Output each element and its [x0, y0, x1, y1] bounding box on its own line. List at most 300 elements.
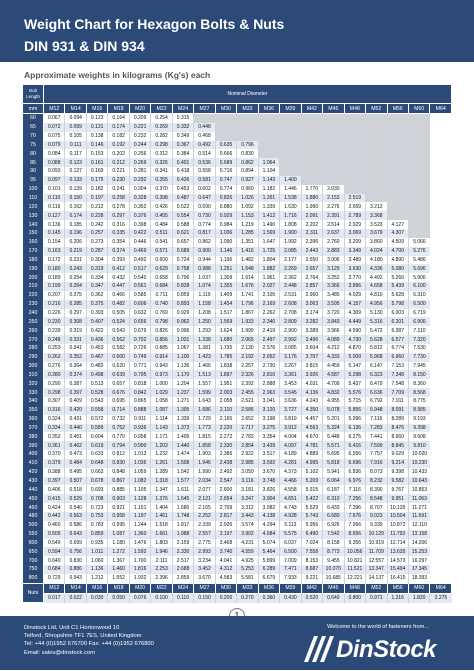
weight-cell: 0.996	[172, 326, 193, 335]
weight-cell: 0.243	[65, 264, 86, 273]
weight-cell: 8.158	[323, 539, 344, 548]
weight-cell: 4.832	[323, 388, 344, 397]
weight-cell: 0.796	[172, 273, 193, 282]
weight-cell: 7.757	[366, 450, 387, 459]
weight-cell: 2.657	[301, 264, 322, 273]
weight-cell: 5.486	[408, 256, 429, 265]
weight-cell	[323, 123, 344, 132]
weight-cell: 5.956	[301, 521, 322, 530]
table-row	[23, 256, 452, 265]
weight-cell: 0.633	[86, 450, 107, 459]
weight-cell: 4.956	[366, 300, 387, 309]
weight-cell: 1.261	[258, 194, 279, 203]
weight-cell: 0.689	[215, 158, 236, 167]
weight-cell: 0.830	[65, 556, 86, 565]
weight-cell: 0.207	[44, 291, 65, 300]
weight-cell: 13.158	[408, 530, 429, 539]
bolt-length-cell: 140	[23, 220, 44, 229]
weight-cell: 1.542	[172, 468, 193, 477]
weight-cell: 0.088	[44, 158, 65, 167]
weight-cell: 0.254	[65, 273, 86, 282]
weight-cell: 0.639	[108, 370, 129, 379]
weight-cell	[408, 176, 429, 185]
weight-cell: 3.982	[258, 503, 279, 512]
weight-cell: 0.585	[129, 291, 150, 300]
weight-cell: 0.221	[108, 167, 129, 176]
weight-cell: 1.128	[129, 494, 150, 503]
weight-cell: 0.988	[194, 264, 215, 273]
weight-cell: 5.315	[301, 485, 322, 494]
weight-cell: 0.708	[86, 494, 107, 503]
weight-cell: 0.264	[65, 282, 86, 291]
nut-weight-cell: 0.800	[344, 593, 365, 603]
weight-cell: 1.454	[215, 300, 236, 309]
weight-cell: 5.147	[344, 362, 365, 371]
bolt-length-cell: 230	[23, 300, 44, 309]
weight-cell: 1.460	[108, 565, 129, 574]
table-row	[23, 521, 452, 530]
weight-cell	[194, 114, 215, 123]
table-row	[23, 335, 452, 344]
weight-cell: 0.958	[129, 432, 150, 441]
weight-cell: 0.524	[108, 317, 129, 326]
weight-cell: 0.818	[129, 379, 150, 388]
weight-cell: 0.192	[108, 141, 129, 150]
weight-cell	[301, 158, 322, 167]
weight-cell: 0.769	[151, 309, 172, 318]
weight-cell: 0.228	[86, 211, 107, 220]
weight-cell: 0.830	[108, 459, 129, 468]
weight-cell: 2.362	[280, 273, 301, 282]
weight-cell: 1.933	[237, 317, 258, 326]
weight-cell: 3.523	[366, 220, 387, 229]
weight-cell: 1.630	[280, 202, 301, 211]
weight-cell: 1.643	[194, 397, 215, 406]
weight-cell: 10.230	[408, 459, 429, 468]
weight-cell: 5.941	[323, 468, 344, 477]
weight-cell: 0.422	[129, 229, 150, 238]
weight-cell: 1.808	[280, 220, 301, 229]
weight-cell: 3.267	[280, 362, 301, 371]
weight-cell: 7.599	[366, 441, 387, 450]
table-row	[23, 344, 452, 353]
weight-cell: 0.138	[86, 132, 107, 141]
weight-cell: 0.886	[65, 565, 86, 574]
weight-cell: 7.441	[366, 432, 387, 441]
weight-cell	[323, 149, 344, 158]
table-row	[23, 309, 452, 318]
weight-cell: 0.826	[151, 326, 172, 335]
nut-weight-cell: 1.316	[387, 593, 408, 603]
weight-cell: 0.388	[44, 468, 65, 477]
weight-cell: 5.260	[387, 273, 408, 282]
weight-cell: 0.258	[108, 194, 129, 203]
weight-cell: 1.538	[280, 194, 301, 203]
weight-cell	[301, 114, 322, 123]
weight-cell: 3.740	[215, 547, 236, 556]
bolt-length-cell: 370	[23, 424, 44, 433]
weight-cell: 1.858	[194, 441, 215, 450]
weight-cell	[408, 220, 429, 229]
weight-cell: 9.029	[387, 450, 408, 459]
weight-cell: 1.074	[194, 282, 215, 291]
weight-cell: 0.253	[44, 344, 65, 353]
weight-cell: 0.180	[44, 264, 65, 273]
bolt-length-cell: 180	[23, 256, 44, 265]
weight-cell	[387, 114, 408, 123]
weight-cell: 1.105	[129, 485, 150, 494]
weight-cell: 0.995	[108, 521, 129, 530]
weight-cell: 4.004	[280, 432, 301, 441]
weight-cell: 1.961	[258, 273, 279, 282]
weight-cell: 8.091	[387, 406, 408, 415]
weight-cell	[301, 141, 322, 150]
weight-cell: 2.276	[323, 202, 344, 211]
weight-cell: 1.440	[172, 441, 193, 450]
size-header: M18	[108, 104, 129, 114]
weight-cell: 6.387	[387, 326, 408, 335]
weight-cell: 1.838	[215, 362, 236, 371]
footer-address-line: Email: sales@dinstock.com	[24, 649, 95, 656]
weight-cell: 0.914	[151, 353, 172, 362]
weight-cell: 10.872	[387, 521, 408, 530]
nut-size-header: M52	[366, 583, 387, 593]
weight-cell: 0.629	[151, 264, 172, 273]
weight-cell: 4.212	[323, 344, 344, 353]
weight-cell: 1.796	[237, 300, 258, 309]
weight-cell: 2.764	[301, 273, 322, 282]
weight-cell: 3.354	[258, 432, 279, 441]
weight-cell: 1.404	[151, 503, 172, 512]
weight-cell: 1.946	[151, 547, 172, 556]
weight-cell: 2.519	[344, 194, 365, 203]
weight-cell: 0.460	[44, 521, 65, 530]
weight-cell: 3.443	[237, 512, 258, 521]
table-row	[23, 424, 452, 433]
weight-cell	[237, 114, 258, 123]
weight-cell	[366, 123, 387, 132]
weight-cell: 0.379	[44, 459, 65, 468]
bolt-length-cell: 110	[23, 194, 44, 203]
weight-cell: 3.129	[323, 264, 344, 273]
table-row	[23, 512, 452, 521]
weight-cell: 1.338	[194, 335, 215, 344]
weight-cell: 5.422	[301, 494, 322, 503]
weight-cell: 4.457	[301, 415, 322, 424]
weight-cell: 4.658	[366, 282, 387, 291]
weight-cell: 2.165	[194, 503, 215, 512]
weight-cell: 3.707	[301, 353, 322, 362]
weight-cell: 8.289	[387, 415, 408, 424]
weight-cell: 6.136	[344, 424, 365, 433]
weight-cell: 0.632	[129, 309, 150, 318]
weight-cell: 1.143	[258, 176, 279, 185]
weight-cell: 0.783	[86, 521, 107, 530]
weight-cell: 0.451	[65, 432, 86, 441]
weight-cell: 1.250	[194, 317, 215, 326]
weight-cell	[387, 185, 408, 194]
weight-cell: 0.431	[65, 415, 86, 424]
weight-cell	[344, 141, 365, 150]
weight-cell: 0.747	[215, 176, 236, 185]
table-row	[23, 494, 452, 503]
weight-cell: 0.161	[86, 158, 107, 167]
weight-cell: 2.883	[323, 247, 344, 256]
weight-cell: 14.137	[366, 574, 387, 583]
weight-cell: 2.058	[215, 397, 236, 406]
weight-cell: 0.903	[108, 494, 129, 503]
weight-cell: 6.792	[366, 397, 387, 406]
weight-cell: 1.151	[129, 503, 150, 512]
weight-table-container	[22, 84, 452, 603]
weight-cell: 0.794	[108, 441, 129, 450]
weight-cell	[301, 123, 322, 132]
weight-cell: 0.127	[44, 211, 65, 220]
weight-cell	[408, 149, 429, 158]
bolt-length-cell: 750	[23, 565, 44, 574]
weight-cell: 15.253	[408, 547, 429, 556]
weight-cell	[323, 132, 344, 141]
weight-cell: 3.770	[344, 273, 365, 282]
weight-cell: 0.695	[108, 397, 129, 406]
weight-cell: 2.252	[194, 512, 215, 521]
weight-cell: 1.146	[215, 247, 236, 256]
weight-cell: 1.232	[151, 450, 172, 459]
weight-cell: 0.684	[151, 282, 172, 291]
weight-cell: 1.087	[151, 406, 172, 415]
weight-cell: 4.925	[237, 556, 258, 565]
weight-cell: 0.347	[86, 282, 107, 291]
weight-cell: 1.090	[215, 238, 236, 247]
bolt-length-cell: 290	[23, 353, 44, 362]
weight-cell: 0.484	[65, 459, 86, 468]
weight-cell: 2.550	[301, 256, 322, 265]
nominal-diameter-header: Nominal Diameter	[44, 85, 452, 104]
weight-cell: 0.232	[129, 132, 150, 141]
weight-cell: 1.882	[258, 264, 279, 273]
weight-cell: 1.367	[108, 556, 129, 565]
weight-cell: 9.214	[387, 459, 408, 468]
weight-cell: 3.604	[301, 344, 322, 353]
bolt-length-cell: 260	[23, 326, 44, 335]
weight-cell: 0.473	[65, 450, 86, 459]
weight-cell	[280, 123, 301, 132]
weight-cell: 1.990	[301, 202, 322, 211]
weight-cell: 1.785	[215, 353, 236, 362]
weight-cell: 2.492	[215, 468, 236, 477]
weight-cell: 5.472	[366, 326, 387, 335]
weight-cell: 6.500	[280, 547, 301, 556]
weight-cell: 0.563	[65, 512, 86, 521]
weight-cell: 1.104	[258, 167, 279, 176]
weight-cell: 0.880	[215, 202, 236, 211]
weight-cell	[280, 149, 301, 158]
weight-cell: 0.927	[237, 176, 258, 185]
weight-cell: 0.436	[172, 176, 193, 185]
weight-cell: 0.492	[129, 256, 150, 265]
weight-cell: 0.944	[194, 256, 215, 265]
weight-cell: 2.521	[237, 397, 258, 406]
weight-cell: 8.985	[408, 406, 429, 415]
weight-cell: 3.389	[301, 326, 322, 335]
table-row	[23, 362, 452, 371]
weight-cell: 4.459	[323, 362, 344, 371]
weight-cell: 1.700	[129, 556, 150, 565]
weight-cell: 0.657	[172, 238, 193, 247]
weight-cell: 9.810	[408, 441, 429, 450]
weight-cell: 3.896	[344, 282, 365, 291]
weight-cell: 1.423	[194, 353, 215, 362]
weight-cell: 0.517	[129, 264, 150, 273]
weight-cell	[366, 141, 387, 150]
weight-cell: 2.993	[194, 547, 215, 556]
size-header: M52	[366, 104, 387, 114]
weight-cell: 6.960	[387, 353, 408, 362]
weight-cell: 3.912	[280, 424, 301, 433]
weight-cell: 1.143	[151, 424, 172, 433]
weight-cell: 0.482	[108, 300, 129, 309]
weight-cell: 2.339	[194, 521, 215, 530]
weight-cell: 8.232	[366, 477, 387, 486]
weight-cell: 13.347	[366, 565, 387, 574]
bolt-length-cell: 360	[23, 415, 44, 424]
weight-cell: 0.602	[194, 185, 215, 194]
weight-cell: 0.242	[86, 220, 107, 229]
weight-cell: 1.680	[215, 335, 236, 344]
weight-cell: 8.360	[408, 379, 429, 388]
weight-cell: 0.398	[151, 194, 172, 203]
weight-cell: 1.011	[86, 547, 107, 556]
weight-cell	[408, 194, 429, 203]
weight-cell: 0.406	[44, 485, 65, 494]
weight-cell: 12.110	[408, 521, 429, 530]
weight-cell: 0.117	[65, 149, 86, 158]
weight-cell: 2.121	[194, 494, 215, 503]
weight-cell: 3.966	[323, 326, 344, 335]
weight-cell: 4.449	[344, 317, 365, 326]
weight-cell: 7.320	[408, 335, 429, 344]
weight-cell: 0.558	[194, 167, 215, 176]
weight-cell: 0.075	[44, 132, 65, 141]
weight-cell: 0.127	[65, 167, 86, 176]
weight-cell: 0.393	[86, 309, 107, 318]
weight-cell: 0.935	[86, 539, 107, 548]
weight-cell: 1.508	[172, 459, 193, 468]
weight-cell: 0.511	[151, 229, 172, 238]
weight-cell: 1.951	[215, 379, 236, 388]
nut-size-header: M48	[344, 583, 365, 593]
weight-cell: 5.696	[408, 264, 429, 273]
weight-cell: 0.795	[129, 370, 150, 379]
weight-cell: 1.293	[194, 326, 215, 335]
table-row	[23, 247, 452, 256]
weight-cell	[344, 167, 365, 176]
weight-cell: 4.563	[301, 424, 322, 433]
weight-cell: 4.670	[301, 432, 322, 441]
bolt-length-cell: 340	[23, 397, 44, 406]
size-header: M56	[387, 104, 408, 114]
weight-cell: 12.557	[366, 556, 387, 565]
weight-cell: 0.600	[151, 256, 172, 265]
weight-cell: 4.492	[366, 273, 387, 282]
weight-cell: 2.065	[237, 335, 258, 344]
weight-cell: 0.505	[108, 309, 129, 318]
weight-cell: 0.689	[172, 247, 193, 256]
bolt-length-cell: 70	[23, 132, 44, 141]
weight-cell: 1.992	[280, 238, 301, 247]
weight-cell: 9.023	[366, 512, 387, 521]
weight-cell: 3.366	[323, 282, 344, 291]
weight-cell	[387, 167, 408, 176]
weight-cell: 14.206	[408, 539, 429, 548]
weight-cell: 0.164	[108, 114, 129, 123]
weight-cell: 1.351	[237, 238, 258, 247]
weight-cell: 0.352	[129, 202, 150, 211]
weight-cell: 3.452	[194, 565, 215, 574]
weight-cell: 6.479	[366, 379, 387, 388]
weight-cell: 2.992	[280, 335, 301, 344]
size-header: M24	[172, 104, 193, 114]
bolt-length-cell: 550	[23, 530, 44, 539]
weight-cell: 2.326	[237, 370, 258, 379]
weight-cell: 1.816	[129, 565, 150, 574]
nut-weight-cell: 0.110	[172, 593, 193, 603]
weight-cell: 3.212	[366, 202, 387, 211]
table-row	[23, 264, 452, 273]
weight-cell: 0.647	[194, 194, 215, 203]
weight-cell: 6.275	[344, 432, 365, 441]
weight-cell: 2.854	[237, 441, 258, 450]
weight-cell: 6.556	[344, 450, 365, 459]
weight-cell: 0.929	[172, 309, 193, 318]
weight-cell: 6.679	[258, 574, 279, 583]
weight-cell: 7.153	[387, 362, 408, 371]
weight-cell: 11.063	[408, 494, 429, 503]
weight-cell: 2.708	[280, 309, 301, 318]
weight-cell	[280, 132, 301, 141]
weight-cell: 0.398	[129, 220, 150, 229]
weight-cell: 1.548	[237, 264, 258, 273]
weight-cell: 8.656	[344, 530, 365, 539]
weight-cell: 0.752	[108, 424, 129, 433]
weight-cell: 0.453	[172, 185, 193, 194]
weight-cell: 3.174	[301, 309, 322, 318]
weight-cell: 0.221	[129, 123, 150, 132]
weight-cell: 1.817	[172, 521, 193, 530]
weight-cell: 1.446	[280, 185, 301, 194]
weight-cell: 0.424	[44, 503, 65, 512]
weight-cell: 0.455	[151, 211, 172, 220]
weight-cell: 0.110	[44, 194, 65, 203]
bolt-length-cell: 100	[23, 185, 44, 194]
weight-cell: 3.120	[258, 406, 279, 415]
weight-cell: 0.469	[129, 247, 150, 256]
weight-cell: 2.960	[301, 291, 322, 300]
weight-cell: 3.926	[301, 370, 322, 379]
weight-cell	[387, 123, 408, 132]
weight-cell: 8.773	[323, 547, 344, 556]
nut-weight-cell: 2.275	[430, 593, 452, 603]
weight-cell: 1.180	[108, 539, 129, 548]
weight-cell: 4.231	[237, 539, 258, 548]
weight-cell	[237, 123, 258, 132]
weight-cell	[344, 185, 365, 194]
size-header: M30	[215, 104, 236, 114]
weight-cell: 0.319	[65, 326, 86, 335]
size-header: M42	[301, 104, 322, 114]
weight-cell: 5.448	[323, 432, 344, 441]
size-header: M36	[258, 104, 279, 114]
